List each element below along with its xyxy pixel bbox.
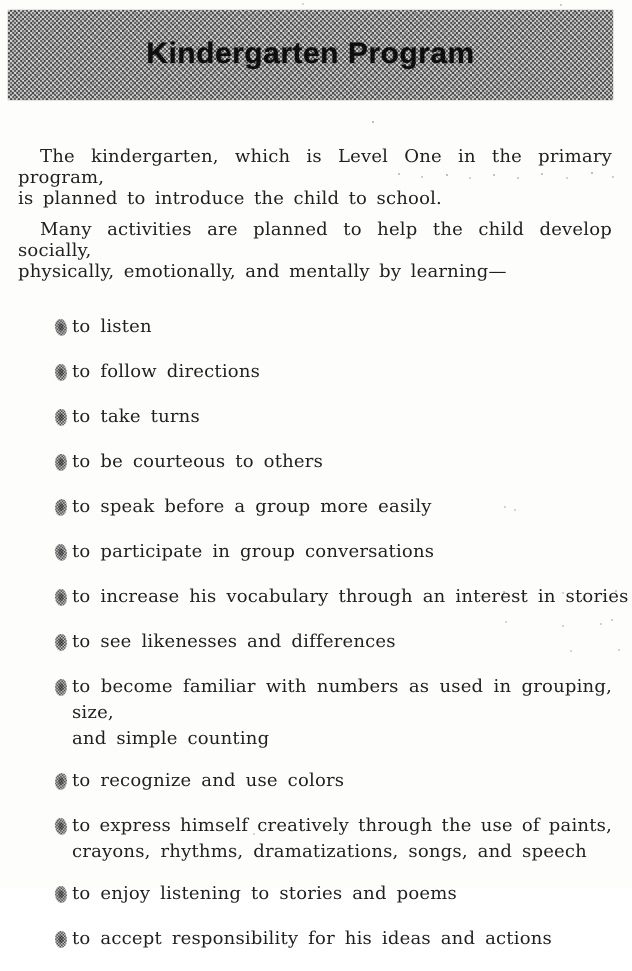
halftone-bullet-icon: [54, 679, 67, 697]
halftone-bullet-icon: [54, 543, 68, 562]
halftone-bullet-icon: [54, 886, 67, 904]
scan-speck: [591, 172, 593, 174]
list-item-text: [72, 404, 612, 430]
halftone-bullet-icon: [54, 364, 67, 382]
list-item-text: [72, 629, 612, 655]
text-line: to increase his vocabulary through an interest in stories: [72, 586, 629, 607]
text-line: crayons, rhythms, dramatizations, songs, and speech: [72, 841, 587, 862]
list-item-text: [72, 768, 612, 794]
halftone-bullet-icon: [55, 931, 67, 948]
list-item: [55, 359, 612, 385]
list-item: [55, 629, 612, 655]
list-item: [55, 926, 612, 952]
halftone-bullet-icon: [54, 817, 68, 836]
scan-speck: [504, 506, 506, 508]
list-item-text: [72, 539, 612, 565]
list-item-text: [72, 494, 612, 520]
scan-speck: [618, 649, 620, 651]
text-line: to see likenesses and differences: [72, 631, 396, 652]
text-line: to follow directions: [72, 361, 261, 382]
text-line: to recognize and use colors: [72, 770, 345, 791]
halftone-bullet-icon: [54, 498, 68, 517]
scan-speck: [600, 623, 602, 625]
text-line: to express himself creatively through the use of paints,: [72, 815, 612, 836]
text-line: to accept responsibility for his ideas and actions: [72, 928, 552, 949]
scan-speck: [462, 593, 464, 595]
text-line: to participate in group conversations: [72, 541, 435, 562]
list-item: [55, 539, 612, 565]
scan-speck: [480, 595, 482, 597]
halftone-bullet-icon: [54, 589, 67, 607]
scan-speck: [446, 174, 448, 176]
text-line: to enjoy listening to stories and poems: [72, 883, 457, 904]
text-line: to be courteous to others: [72, 451, 324, 472]
text-line: and simple counting: [72, 728, 270, 749]
text-line: Many activities are planned to help the child develop socially,: [18, 219, 612, 261]
text-line: The kindergarten, which is Level One in the primary program,: [18, 146, 612, 188]
scan-speck: [253, 833, 255, 835]
text-line: to speak before a group more easily: [72, 496, 432, 517]
text-line: is planned to introduce the child to school.: [18, 188, 442, 209]
list-item: [55, 494, 612, 520]
scan-speck: [372, 121, 374, 123]
paragraph: [18, 219, 612, 282]
list-item: [55, 449, 612, 475]
scan-speck: [469, 177, 471, 179]
list-item: [55, 404, 612, 430]
scan-speck: [421, 176, 423, 178]
scan-speck: [505, 621, 507, 623]
scan-speck: [517, 177, 519, 179]
list-item-text: [72, 449, 612, 475]
scan-speck: [612, 176, 614, 178]
scan-speck: [562, 592, 564, 594]
list-item: [55, 314, 612, 340]
learning-goals-list: [55, 314, 629, 952]
intro-paragraphs: [18, 146, 612, 282]
scan-speck: [514, 509, 516, 511]
text-line: physically, emotionally, and mentally by learning—: [18, 261, 507, 282]
scan-speck: [503, 591, 505, 593]
halftone-bullet-icon: [54, 454, 67, 472]
scan-speck: [570, 650, 572, 652]
list-item: [55, 813, 612, 865]
scan-speck: [566, 177, 568, 179]
scan-speck: [603, 595, 605, 597]
list-item-text: [72, 584, 629, 610]
text-line: to become familiar with numbers as used in grouping, size,: [72, 676, 612, 723]
scan-speck: [524, 594, 526, 596]
list-item-text: [72, 314, 612, 340]
title-banner: [8, 10, 613, 100]
halftone-bullet-icon: [54, 772, 68, 791]
scan-speck: [302, 3, 304, 5]
halftone-bullet-icon: [55, 634, 67, 651]
scan-speck: [562, 625, 564, 627]
halftone-bullet-icon: [54, 318, 68, 337]
list-item-text: [72, 881, 612, 907]
paragraph: [18, 146, 612, 209]
list-item: [55, 584, 629, 610]
page-content: [18, 146, 629, 971]
list-item: [55, 881, 612, 907]
list-item-text: [72, 674, 612, 752]
scan-speck: [493, 174, 495, 176]
scan-speck: [398, 173, 400, 175]
scan-speck: [560, 4, 562, 6]
scan-speck: [541, 173, 543, 175]
text-line: to listen: [72, 316, 152, 337]
list-item-text: [72, 926, 612, 952]
text-line: to take turns: [72, 406, 200, 427]
list-item: [55, 674, 612, 752]
halftone-bullet-icon: [55, 409, 67, 426]
list-item-text: [72, 359, 612, 385]
list-item: [55, 768, 612, 794]
list-item-text: [72, 813, 612, 865]
scan-speck: [582, 598, 584, 600]
scan-speck: [547, 597, 549, 599]
page-title: Kindergarten Program: [146, 37, 475, 70]
scan-speck: [611, 619, 613, 621]
scan-speck: [615, 590, 617, 592]
